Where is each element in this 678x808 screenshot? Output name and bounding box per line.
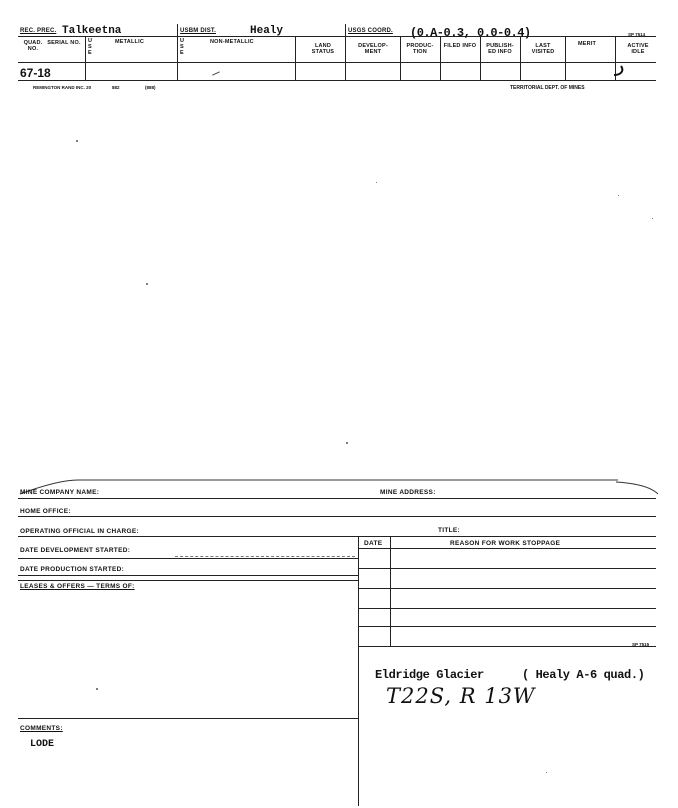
township-handwritten: T22S, R 13W bbox=[386, 684, 536, 708]
rec-prec-value: Talkeetna bbox=[62, 25, 122, 37]
comments-label: COMMENTS: bbox=[20, 725, 63, 732]
development-header: DEVELOP-MENT bbox=[358, 43, 388, 56]
printer-code: 882 bbox=[112, 85, 120, 90]
use-left-header: U S E bbox=[88, 38, 93, 56]
quad-serial-value: 67-18 bbox=[20, 66, 51, 80]
col-divider bbox=[295, 36, 296, 80]
last-visited-header: LAST VISITED bbox=[531, 43, 555, 56]
col-divider bbox=[565, 36, 566, 80]
rule bbox=[18, 516, 656, 517]
scan-speck bbox=[96, 688, 98, 690]
usbm-dist-value: Healy bbox=[250, 25, 284, 37]
non-metallic-header: NON-METALLIC bbox=[210, 39, 254, 45]
pencil-mark bbox=[212, 71, 220, 75]
col-divider bbox=[520, 36, 521, 80]
table-divider bbox=[358, 536, 359, 806]
date-production-label: DATE PRODUCTION STARTED: bbox=[20, 566, 125, 573]
rule bbox=[18, 498, 656, 499]
home-office-label: HOME OFFICE: bbox=[20, 508, 71, 515]
rule bbox=[358, 548, 656, 549]
col-divider bbox=[400, 36, 401, 80]
filed-info-header: FILED INFO bbox=[443, 43, 477, 49]
scan-speck bbox=[618, 195, 619, 196]
territorial-dept: TERRITORIAL DEPT. OF MINES bbox=[510, 85, 585, 91]
col-divider bbox=[177, 24, 178, 80]
col-divider bbox=[440, 36, 441, 80]
operating-official-label: OPERATING OFFICIAL IN CHARGE: bbox=[20, 528, 139, 535]
land-status-header: LAND STATUS bbox=[311, 43, 335, 56]
title-label: TITLE: bbox=[438, 527, 461, 534]
date-col-header: DATE bbox=[364, 540, 383, 547]
scan-speck bbox=[376, 182, 377, 183]
reason-col-header: REASON FOR WORK STOPPAGE bbox=[450, 540, 561, 547]
use-right-header: U S E bbox=[180, 38, 185, 56]
card-edge bbox=[18, 474, 660, 498]
quad-no-header: QUAD. NO. bbox=[23, 40, 43, 53]
rule bbox=[18, 558, 358, 559]
merit-header: MERIT bbox=[578, 41, 597, 47]
scan-speck bbox=[546, 772, 547, 773]
rule bbox=[358, 588, 656, 589]
table-divider bbox=[390, 536, 391, 646]
rule bbox=[18, 718, 358, 719]
mine-address-label: MINE ADDRESS: bbox=[380, 489, 436, 496]
rule bbox=[18, 536, 656, 537]
col-divider bbox=[85, 36, 86, 80]
rule bbox=[18, 80, 656, 81]
col-divider bbox=[345, 24, 346, 80]
leases-label: LEASES & OFFERS — TERMS OF: bbox=[20, 583, 135, 590]
printer-imprint: REMINGTON RAND INC. 20 bbox=[33, 85, 92, 90]
active-idle-header: ACTIVE IDLE bbox=[627, 43, 649, 56]
quad-note-typed: ( Healy A-6 quad.) bbox=[522, 668, 645, 682]
scan-speck bbox=[652, 218, 653, 219]
rule bbox=[358, 568, 656, 569]
col-divider bbox=[480, 36, 481, 80]
form-number-bottom: SP 7515 bbox=[632, 642, 650, 647]
rule bbox=[18, 62, 656, 63]
usgs-coord-value: (0.A-0.3, 0.0-0.4) bbox=[410, 26, 531, 40]
scan-speck bbox=[146, 283, 148, 285]
rule bbox=[358, 626, 656, 627]
check-mark-icon bbox=[612, 64, 626, 78]
scan-speck bbox=[76, 140, 78, 142]
printer-code-2: (888) bbox=[145, 85, 156, 90]
dashed-rule bbox=[175, 556, 355, 557]
mine-company-name-label: MINE COMPANY NAME: bbox=[20, 489, 100, 496]
date-development-label: DATE DEVELOPMENT STARTED: bbox=[20, 547, 131, 554]
form-number: SP 7514 bbox=[628, 32, 646, 37]
rule bbox=[358, 646, 656, 647]
rule bbox=[18, 580, 358, 581]
production-header: PRODUC-TION bbox=[406, 43, 434, 56]
serial-no-header: SERIAL NO. bbox=[47, 40, 81, 46]
location-typed: Eldridge Glacier bbox=[375, 668, 484, 682]
scan-speck bbox=[346, 442, 348, 444]
usbm-dist-label: USBM DIST. bbox=[180, 28, 217, 34]
rule bbox=[358, 608, 656, 609]
rule bbox=[18, 575, 358, 576]
published-info-header: PUBLISH-ED INFO bbox=[486, 43, 514, 56]
usgs-coord-label: USGS COORD. bbox=[348, 28, 393, 34]
metallic-header: METALLIC bbox=[115, 39, 144, 45]
rec-prec-label: REC. PREC. bbox=[20, 28, 57, 34]
comments-value: LODE bbox=[30, 739, 55, 750]
